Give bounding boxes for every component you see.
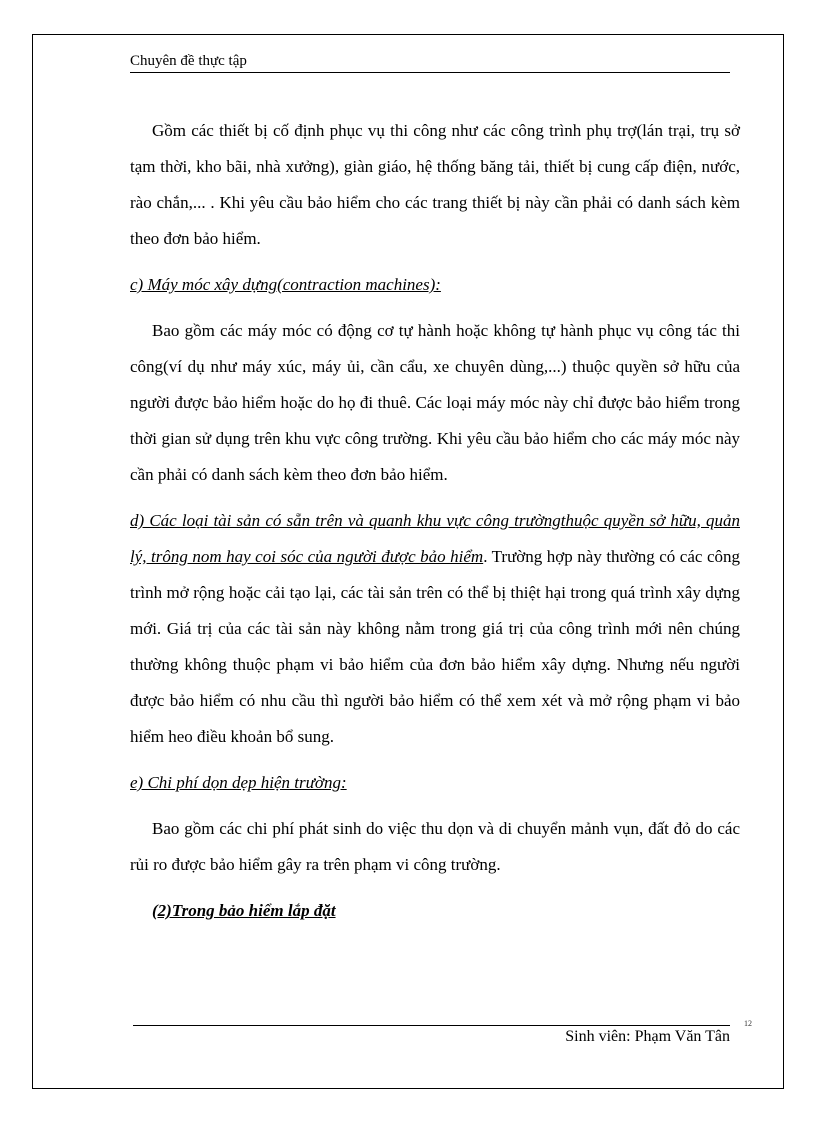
document-body (130, 113, 740, 929)
heading-site-cleanup: e) Chi phí dọn dẹp hiện trường: (130, 773, 347, 792)
page-header (130, 52, 730, 73)
paragraph-machines: Bao gồm các máy móc có động cơ tự hành hoặc không tự hành phục vụ công tác thi công(ví dụ như máy xúc, máy ủi, cần cẩu, xe chuyên dùng,...) thuộc quyền sở hữu của người được bảo hiểm hoặc do họ đi thuê. Các loại máy móc này chỉ được bảo hiểm trong thời gian sử dụng trên khu vực công trường. Khi yêu cầu bảo hiểm cho các máy móc này cần phải có danh sách kèm theo đơn bảo hiểm. (130, 321, 740, 484)
heading-construction-machines: c) Máy móc xây dựng(contraction machines): (130, 275, 441, 294)
paragraph-existing-assets (130, 503, 740, 755)
heading-installation-insurance: (2)Trong bảo hiểm lắp đặt (152, 901, 336, 920)
paragraph-cleanup: Bao gồm các chi phí phát sinh do việc thu dọn và di chuyển mảnh vụn, đất đỏ do các rủi ro được bảo hiểm gây ra trên phạm vi công trường. (130, 819, 740, 874)
page-number: 12 (744, 1019, 752, 1028)
header-title: Chuyên đề thực tập (130, 53, 247, 69)
footer-divider (133, 1025, 730, 1026)
heading-existing-assets: d) Các loại tài sản có sẵn trên và quanh khu vực công trườngthuộc quyền sở hữu, quản lý, trông nom hay coi sóc của người được bảo hiểm (130, 511, 740, 566)
footer-student-name: Sinh viên: Phạm Văn Tân (565, 1028, 730, 1045)
paragraph-equipment: Gồm các thiết bị cố định phục vụ thi công như các công trình phụ trợ(lán trại, trụ sở tạm thời, kho bãi, nhà xưởng), giàn giáo, hệ thống băng tải, thiết bị cung cấp điện, nước, rào chắn,... . Khi yêu cầu bảo hiểm cho các trang thiết bị này cần phải có danh sách kèm theo đơn bảo hiểm. (130, 121, 740, 248)
existing-assets-text: . Trường hợp này thường có các công trình mở rộng hoặc cải tạo lại, các tài sản trên có thể bị thiệt hại trong quá trình xây dựng mới. Giá trị của các tài sản này không nằm trong giá trị của công trình mới nên chúng thường không thuộc phạm vi bảo hiểm của đơn bảo hiểm xây dựng. Nhưng nếu người được bảo hiểm có nhu cầu thì người bảo hiểm có thể xem xét và mở rộng phạm vi bảo hiểm heo điều khoản bổ sung. (130, 547, 740, 746)
